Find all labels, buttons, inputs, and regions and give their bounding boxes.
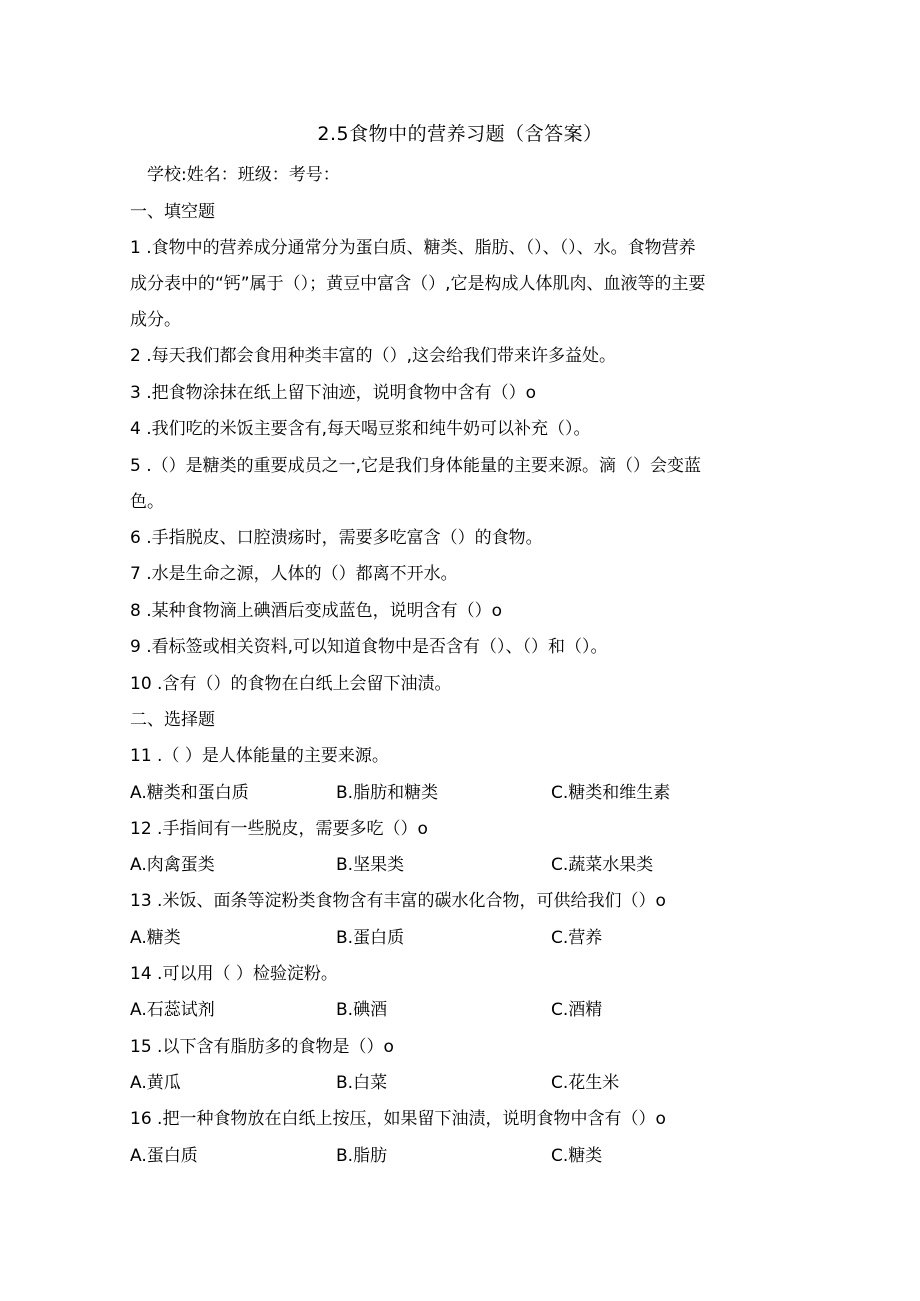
question-10: 10 .含有（）的食物在白纸上会留下油渍。 (130, 674, 452, 694)
option-a: A.石蕊试剂 (130, 1000, 215, 1020)
document-title: 2.5食物中的营养习题（含答案） (317, 123, 603, 145)
question-stem: 12 .手指间有一些脱皮，需要多吃（）o (130, 819, 428, 839)
option-c: C.蔬菜水果类 (551, 855, 654, 875)
question-stem: 16 .把一种食物放在白纸上按压，如果留下油渍，说明食物中含有（）o (130, 1109, 666, 1129)
question-4: 4 .我们吃的米饭主要含有,每天喝豆浆和纯牛奶可以补充（）。 (130, 419, 591, 439)
student-info-line: 学校:姓名：班级：考号： (147, 165, 340, 185)
option-c: C.营养 (551, 928, 603, 948)
question-stem: 11 .（ ）是人体能量的主要来源。 (130, 746, 389, 766)
question-1-line-3: 成分。 (130, 310, 181, 330)
question-7: 7 .水是生命之源，人体的（）都离不开水。 (130, 564, 458, 584)
option-a: A.糖类 (130, 928, 181, 948)
option-b: B.脂肪和糖类 (336, 783, 439, 803)
option-b: B.脂肪 (336, 1146, 388, 1166)
section-heading-multiple-choice: 二、选择题 (130, 710, 215, 730)
question-2: 2 .每天我们都会食用种类丰富的（）,这会给我们带来许多益处。 (130, 346, 617, 366)
question-5-line-1: 5 .（）是糖类的重要成员之一,它是我们身体能量的主要来源。滴（）会变蓝 (130, 456, 702, 476)
option-a: A.肉禽蛋类 (130, 855, 215, 875)
option-a: A.黄瓜 (130, 1073, 181, 1093)
option-c: C.糖类 (551, 1146, 603, 1166)
question-9: 9 .看标签或相关资料,可以知道食物中是否含有（）、（）和（）。 (130, 637, 608, 657)
question-5-line-2: 色。 (130, 492, 164, 512)
question-stem: 14 .可以用（ ）检验淀粉。 (130, 964, 338, 984)
option-c: C.糖类和维生素 (551, 783, 671, 803)
section-heading-fill-blank: 一、填空题 (130, 202, 215, 222)
option-a: A.蛋白质 (130, 1146, 198, 1166)
question-stem: 13 .米饭、面条等淀粉类食物含有丰富的碳水化合物，可供给我们（）o (130, 891, 666, 911)
option-a: A.糖类和蛋白质 (130, 783, 249, 803)
option-c: C.酒精 (551, 1000, 603, 1020)
option-b: B.蛋白质 (336, 928, 405, 948)
question-1-line-2: 成分表中的“钙”属于（）；黄豆中富含（）,它是构成人体肌肉、血液等的主要 (130, 274, 706, 294)
option-b: B.碘酒 (336, 1000, 388, 1020)
question-8: 8 .某种食物滴上碘酒后变成蓝色，说明含有（）o (130, 601, 503, 621)
question-6: 6 .手指脱皮、口腔溃疡时，需要多吃富含（）的食物。 (130, 528, 543, 548)
option-b: B.坚果类 (336, 855, 405, 875)
question-3: 3 .把食物涂抹在纸上留下油迹，说明食物中含有（）o (130, 383, 537, 403)
question-stem: 15 .以下含有脂肪多的食物是（）o (130, 1037, 394, 1057)
option-c: C.花生米 (551, 1073, 620, 1093)
option-b: B.白菜 (336, 1073, 388, 1093)
question-1-line-1: 1 .食物中的营养成分通常分为蛋白质、糖类、脂肪、（）、（）、水。食物营养 (130, 238, 696, 258)
